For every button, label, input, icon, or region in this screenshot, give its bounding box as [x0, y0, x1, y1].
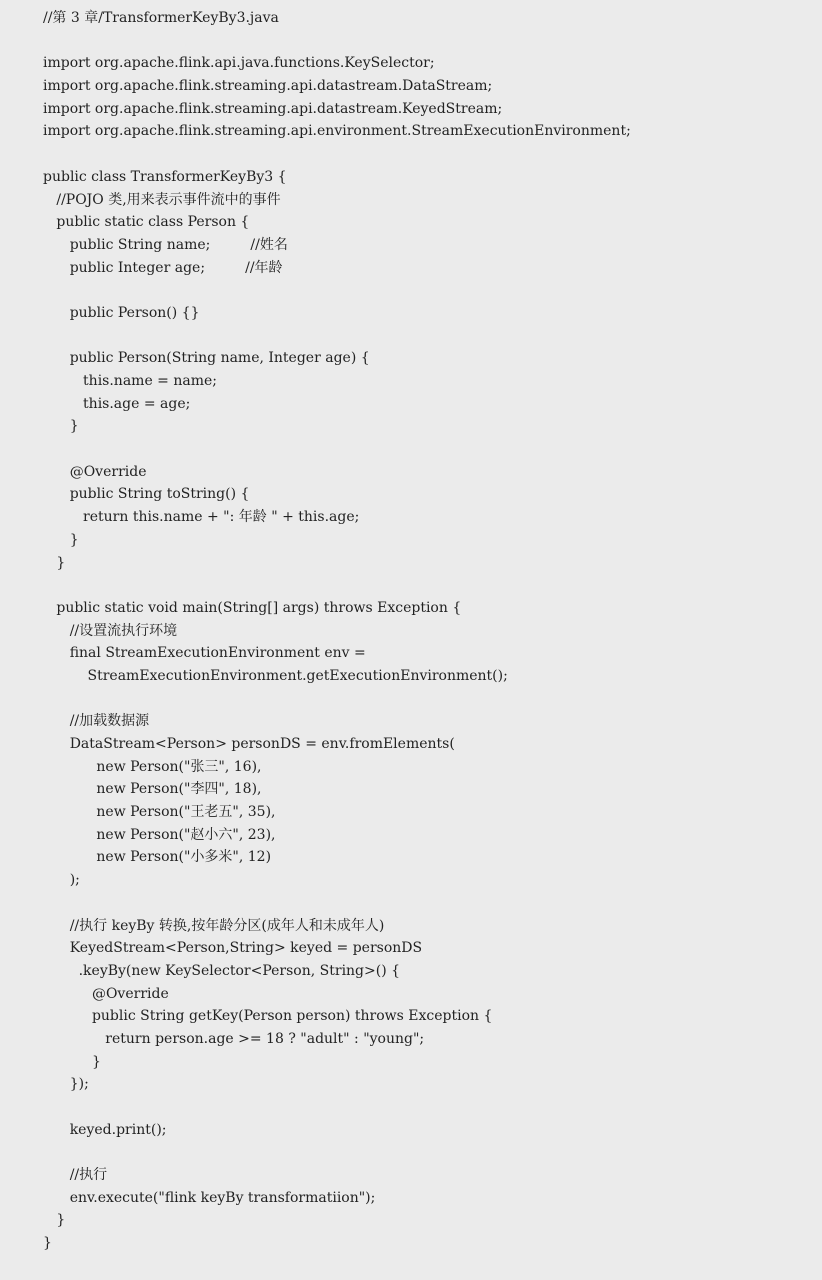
code-line: //执行 keyBy 转换,按年龄分区(成年人和未成年人) — [43, 917, 385, 934]
code-line: import org.apache.flink.streaming.api.datastream.DataStream; — [43, 78, 493, 95]
code-line — [43, 143, 822, 166]
code-line — [43, 574, 822, 597]
code-line: @Override — [43, 985, 169, 1002]
code-line: } — [43, 554, 66, 571]
code-line: } — [43, 1053, 101, 1070]
code-line: KeyedStream<Person,String> keyed = personDS — [43, 940, 423, 957]
code-line: @Override — [43, 463, 147, 480]
code-line: final StreamExecutionEnvironment env = — [43, 645, 366, 662]
code-line: ); — [43, 872, 80, 889]
code-line: public Integer age; //年龄 — [43, 259, 283, 276]
code-line: this.name = name; — [43, 373, 218, 389]
code-line: import org.apache.flink.api.java.functions.KeySelector; — [43, 55, 435, 72]
code-line: new Person("李四", 18), — [43, 781, 262, 798]
code-line — [43, 30, 822, 53]
code-line: } — [43, 1212, 66, 1229]
code-line: this.age = age; — [43, 395, 191, 412]
code-line: public class TransformerKeyBy3 { — [43, 168, 287, 185]
code-line — [43, 1096, 822, 1119]
code-line: //设置流执行环境 — [43, 622, 178, 639]
code-line: } — [43, 1235, 52, 1252]
code-line: }); — [43, 1076, 89, 1093]
code-line: public static class Person { — [43, 214, 250, 231]
code-line: env.execute("flink keyBy transformatiion"); — [43, 1189, 376, 1206]
code-line: new Person("张三", 16), — [43, 758, 262, 775]
code-line — [43, 892, 822, 915]
code-line — [43, 279, 822, 302]
code-line: keyed.print(); — [43, 1121, 167, 1138]
code-line — [43, 1141, 822, 1164]
code-line: public static void main(String[] args) throws Exception { — [43, 599, 462, 616]
code-line: public String getKey(Person person) throws Exception { — [43, 1008, 493, 1025]
code-line: public Person(String name, Integer age) { — [43, 350, 370, 367]
code-line — [43, 1255, 822, 1278]
code-line — [43, 688, 822, 711]
code-line: } — [43, 418, 79, 435]
code-line: public String toString() { — [43, 486, 250, 503]
code-line: .keyBy(new KeySelector<Person, String>() { — [43, 962, 401, 979]
code-line: import org.apache.flink.streaming.api.environment.StreamExecutionEnvironment; — [43, 123, 631, 140]
code-line: StreamExecutionEnvironment.getExecutionEnvironment(); — [43, 667, 508, 684]
code-line: public String name; //姓名 — [43, 236, 288, 253]
code-line — [43, 325, 822, 348]
code-line: DataStream<Person> personDS = env.fromElements( — [43, 736, 455, 752]
code-line — [43, 438, 822, 461]
code-line: return this.name + ": 年龄 " + this.age; — [43, 509, 360, 526]
code-line: return person.age >= 18 ? "adult" : "young"; — [43, 1030, 425, 1047]
code-line: public Person() {} — [43, 304, 200, 321]
code-line: new Person("赵小六", 23), — [43, 826, 276, 843]
code-line: //执行 — [43, 1167, 108, 1184]
code-line: //第 3 章/TransformerKeyBy3.java — [43, 10, 279, 26]
code-line: new Person("小多米", 12) — [43, 849, 272, 866]
code-line: } — [43, 531, 79, 548]
code-line: import org.apache.flink.streaming.api.datastream.KeyedStream; — [43, 100, 503, 117]
code-line: new Person("王老五", 35), — [43, 804, 276, 821]
code-line: //加载数据源 — [43, 713, 150, 730]
code-line: //POJO 类,用来表示事件流中的事件 — [43, 191, 281, 208]
